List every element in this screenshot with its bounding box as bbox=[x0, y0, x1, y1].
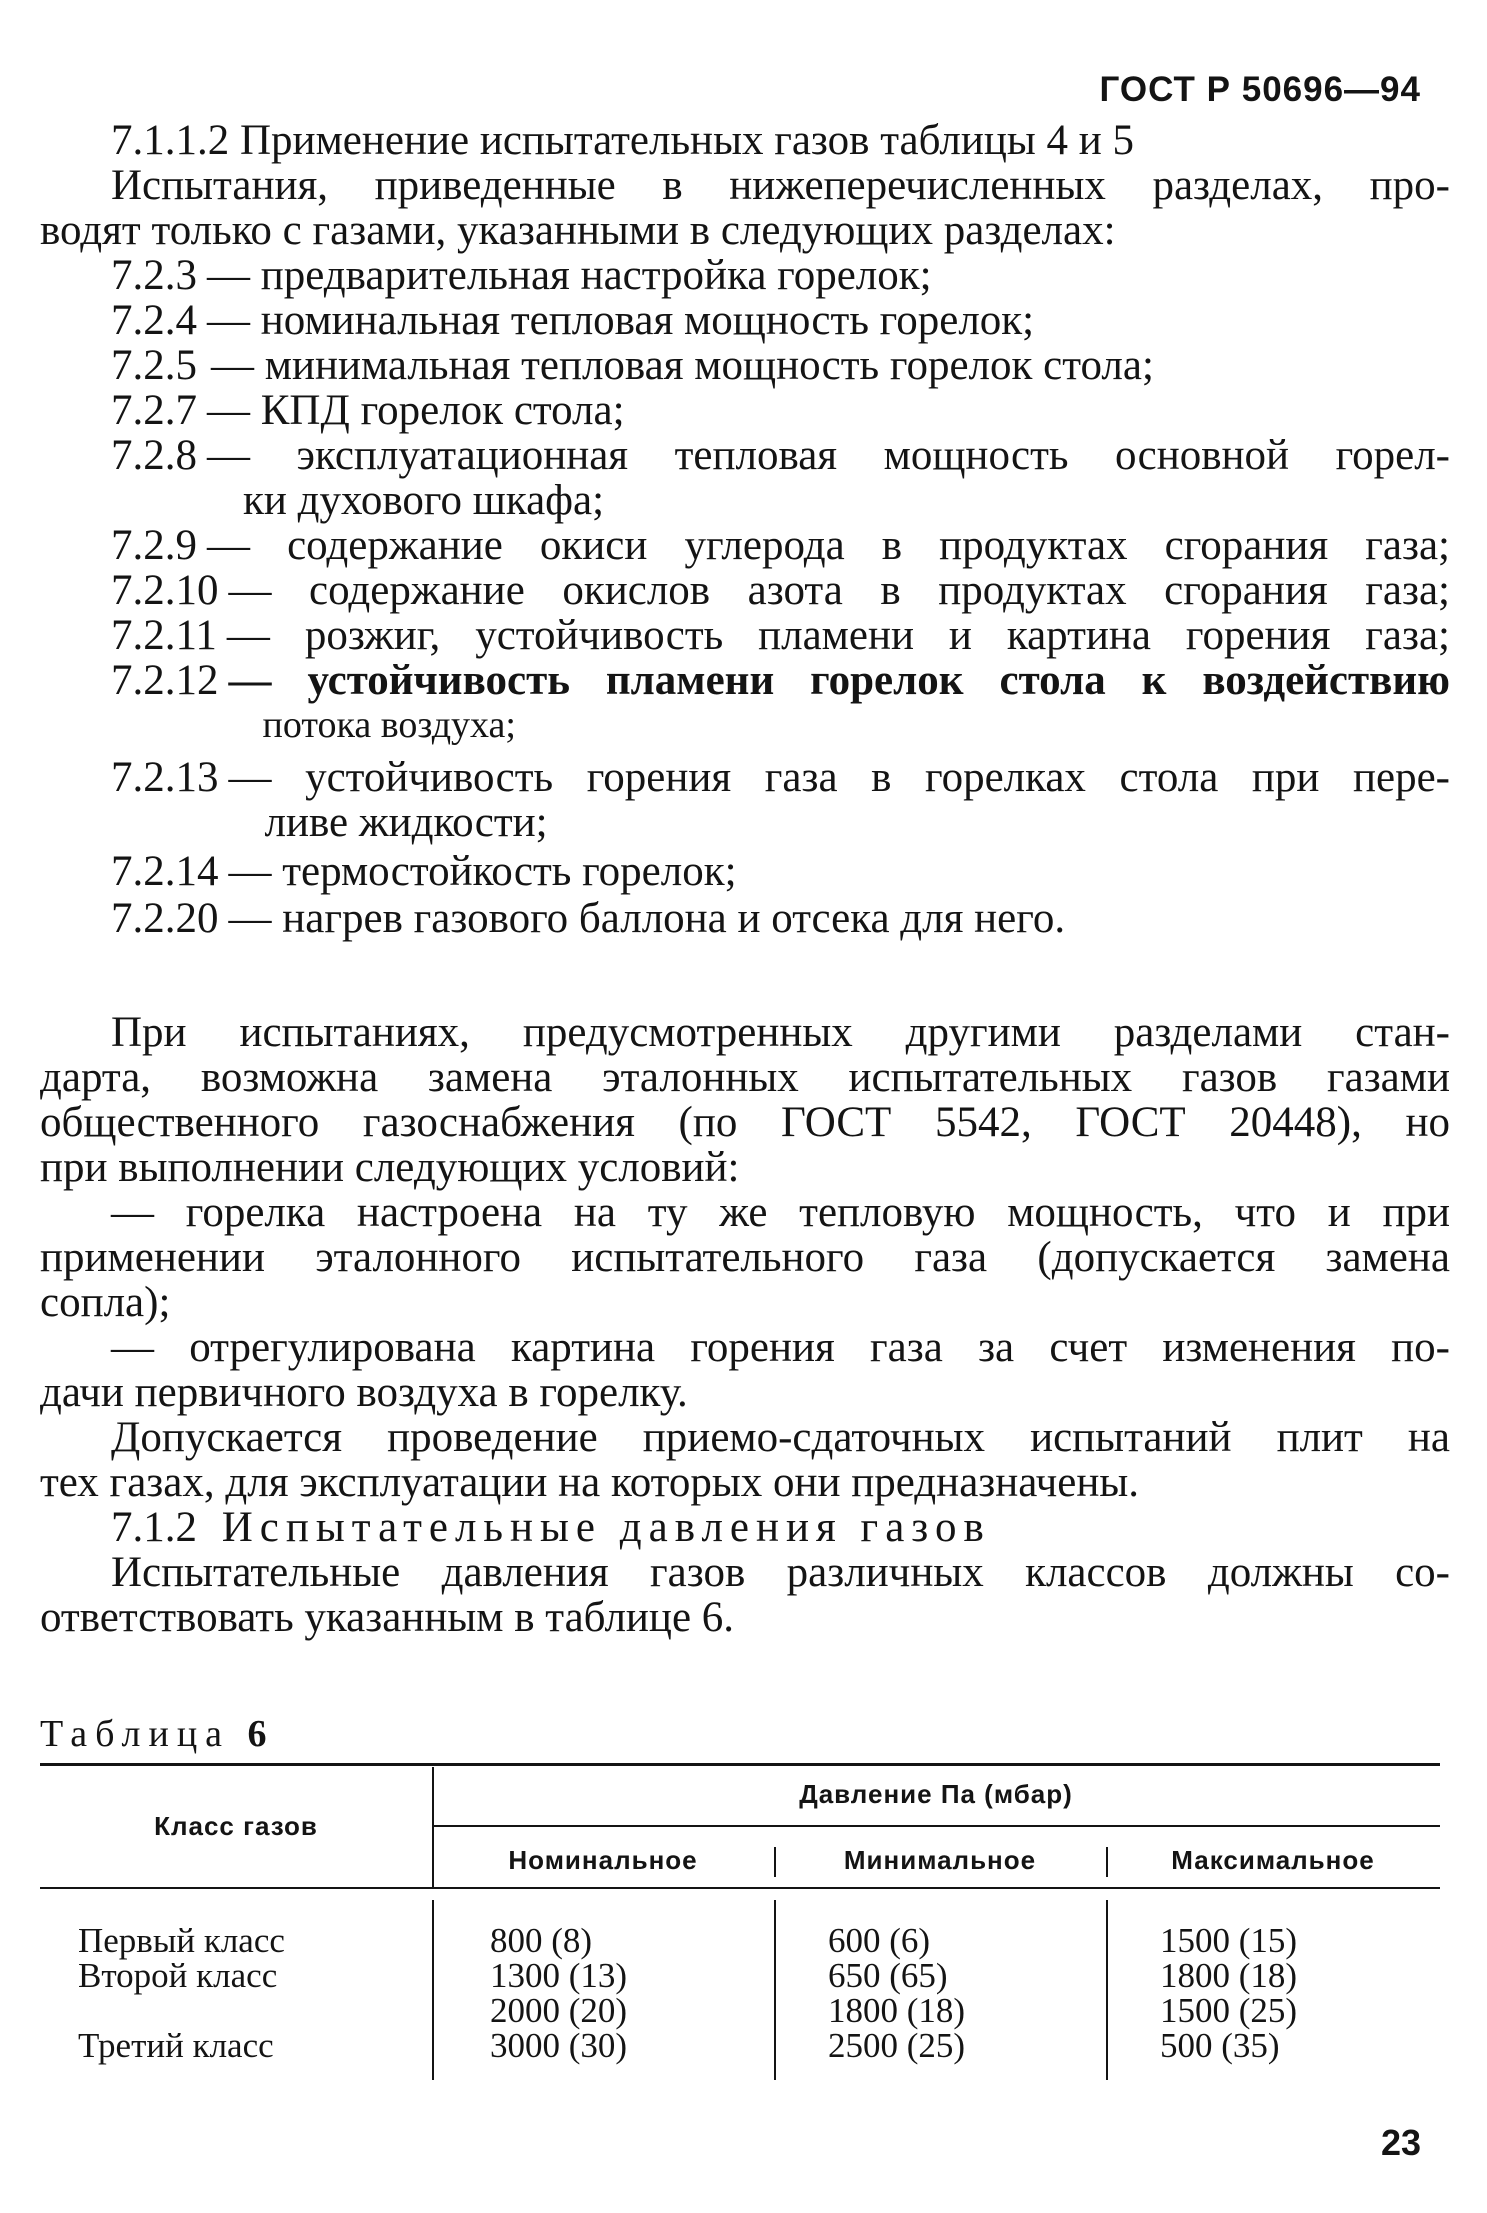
list-item-text: — розжиг, устойчивость пламени и картина горения газа; bbox=[226, 612, 1450, 659]
list-item-text: ливе жидкости; bbox=[264, 799, 548, 846]
table-caption-word: Таблица bbox=[40, 1713, 231, 1755]
column-header-pressure: Давление Па (мбар) bbox=[799, 1779, 1073, 1809]
paragraph-line: сопла); bbox=[40, 1279, 171, 1326]
section-number: 7.1.2 bbox=[111, 1504, 197, 1551]
cell-maximal: 1500 (15) bbox=[1160, 1921, 1298, 1960]
paragraph-line: ответствовать указанным в таблице 6. bbox=[40, 1594, 735, 1641]
section-7-1-2 bbox=[40, 1505, 1450, 1640]
list-item bbox=[40, 613, 1450, 658]
paragraph-line: Испытательные давления газов различных классов должны со- bbox=[111, 1549, 1450, 1596]
column-divider bbox=[774, 1900, 776, 2080]
list-item-number: 7.2.5 bbox=[111, 342, 197, 389]
paragraph-line: применении эталонного испытательного газа (допускается замена bbox=[40, 1234, 1450, 1281]
paragraph-line: дачи первичного воздуха в горелку. bbox=[40, 1369, 688, 1416]
cell-nominal: 1300 (13) bbox=[490, 1956, 628, 1995]
cell-class: Первый класс bbox=[78, 1921, 285, 1960]
paragraph-line: при выполнении следующих условий: bbox=[40, 1144, 740, 1191]
list-item-text: — устойчивость пламени горелок стола к воздействию bbox=[228, 657, 1450, 704]
table-subheader-rule bbox=[432, 1825, 1440, 1827]
list-item-text: — нагрев газового баллона и отсека для него. bbox=[228, 895, 1066, 942]
section-title-text: Испытательные давления газов bbox=[221, 1504, 991, 1551]
paragraph-line: — отрегулирована картина горения газа за счет изменения по- bbox=[111, 1324, 1450, 1371]
list-item-text: — предварительная настройка горелок; bbox=[207, 252, 932, 299]
column-header-minimal: Минимальное bbox=[843, 1845, 1037, 1875]
list-item-text: — устойчивость горения газа в горелках стола при пере- bbox=[228, 754, 1450, 801]
section-7-1-1-2 bbox=[40, 118, 1450, 253]
column-header-nominal: Номинальное bbox=[508, 1845, 698, 1875]
paragraph-line: общественного газоснабжения (по ГОСТ 5542, ГОСТ 20448), но bbox=[40, 1099, 1450, 1146]
cell-nominal: 800 (8) bbox=[490, 1921, 593, 1960]
list-item bbox=[40, 343, 1450, 388]
condition-2 bbox=[40, 1325, 1450, 1415]
cell-maximal: 500 (35) bbox=[1160, 2026, 1280, 2065]
list-item-text: — номинальная тепловая мощность горелок; bbox=[207, 297, 1035, 344]
list-item-text: — содержание окиси углерода в продуктах сгорания газа; bbox=[207, 522, 1450, 569]
list-item bbox=[40, 253, 1450, 298]
cell-minimal: 650 (65) bbox=[828, 1956, 948, 1995]
column-divider bbox=[432, 1900, 434, 2080]
cell-minimal: 600 (6) bbox=[828, 1921, 931, 1960]
list-item-number: 7.2.10 bbox=[111, 567, 219, 614]
list-item-number: 7.2.3 bbox=[111, 252, 197, 299]
cell-maximal: 1500 (25) bbox=[1160, 1991, 1298, 2030]
cell-minimal: 1800 (18) bbox=[828, 1991, 966, 2030]
tests-list bbox=[40, 253, 1450, 941]
cell-class: Третий класс bbox=[78, 2026, 274, 2065]
list-item-text: — КПД горелок стола; bbox=[207, 387, 625, 434]
section-title bbox=[40, 1505, 1450, 1550]
list-item bbox=[40, 755, 1450, 845]
paragraph-line: Допускается проведение приемо-сдаточных испытаний плит на bbox=[111, 1414, 1450, 1461]
paragraph-line: — горелка настроена на ту же тепловую мощность, что и при bbox=[111, 1189, 1450, 1236]
column-header-class: Класс газов bbox=[154, 1811, 318, 1841]
paragraph-line: тех газах, для эксплуатации на которых они предназначены. bbox=[40, 1459, 1139, 1506]
paragraph-line: дарта, возможна замена эталонных испытательных газов газами bbox=[40, 1054, 1450, 1101]
column-divider bbox=[1106, 1900, 1108, 2080]
replacement-paragraph bbox=[40, 1010, 1450, 1190]
list-item bbox=[40, 658, 1450, 755]
list-item-number: 7.2.11 bbox=[111, 612, 217, 659]
table-header-rule bbox=[40, 1887, 1440, 1889]
intro-line: Испытания, приведенные в нижеперечисленных разделах, про- bbox=[111, 162, 1450, 209]
list-item-text: — эксплуатационная тепловая мощность основной горел- bbox=[207, 432, 1450, 479]
list-item-number: 7.2.14 bbox=[111, 848, 219, 895]
table-caption-number: 6 bbox=[247, 1713, 267, 1755]
list-item-number: 7.2.12 bbox=[111, 657, 219, 704]
condition-1 bbox=[40, 1190, 1450, 1325]
paragraph-line: При испытаниях, предусмотренных другими разделами стан- bbox=[111, 1009, 1450, 1056]
table-top-rule bbox=[40, 1763, 1440, 1766]
document-header: ГОСТ Р 50696—94 bbox=[1099, 70, 1421, 109]
list-item-number: 7.2.7 bbox=[111, 387, 197, 434]
list-item bbox=[40, 298, 1450, 343]
list-item-number: 7.2.20 bbox=[111, 895, 219, 942]
intro-line: водят только с газами, указанными в следующих разделах: bbox=[40, 207, 1116, 254]
list-item bbox=[40, 523, 1450, 568]
list-item-number: 7.2.9 bbox=[111, 522, 197, 569]
list-item-text: — содержание окислов азота в продуктах сгорания газа; bbox=[228, 567, 1450, 614]
list-item bbox=[40, 433, 1450, 523]
list-item-text: ки духового шкафа; bbox=[243, 477, 605, 524]
list-item bbox=[40, 849, 1450, 894]
column-header-maximal: Максимальное bbox=[1171, 1845, 1375, 1875]
list-item-text: — минимальная тепловая мощность горелок стола; bbox=[211, 342, 1154, 389]
acceptance-paragraph bbox=[40, 1415, 1450, 1505]
list-item-text: потока воздуха; bbox=[262, 704, 516, 746]
list-item-text: — термостойкость горелок; bbox=[228, 848, 737, 895]
cell-nominal: 2000 (20) bbox=[490, 1991, 628, 2030]
cell-minimal: 2500 (25) bbox=[828, 2026, 966, 2065]
list-item bbox=[40, 568, 1450, 613]
page-number: 23 bbox=[1380, 2122, 1421, 2163]
pressure-table bbox=[40, 1763, 1440, 2083]
list-item bbox=[40, 896, 1450, 941]
list-item-number: 7.2.13 bbox=[111, 754, 219, 801]
list-item-number: 7.2.4 bbox=[111, 297, 197, 344]
table-caption bbox=[40, 1712, 267, 1756]
list-item bbox=[40, 388, 1450, 433]
cell-nominal: 3000 (30) bbox=[490, 2026, 628, 2065]
list-item-number: 7.2.8 bbox=[111, 432, 197, 479]
cell-maximal: 1800 (18) bbox=[1160, 1956, 1298, 1995]
cell-class: Второй класс bbox=[78, 1956, 278, 1995]
section-title: 7.1.1.2 Применение испытательных газов таблицы 4 и 5 bbox=[111, 117, 1135, 164]
